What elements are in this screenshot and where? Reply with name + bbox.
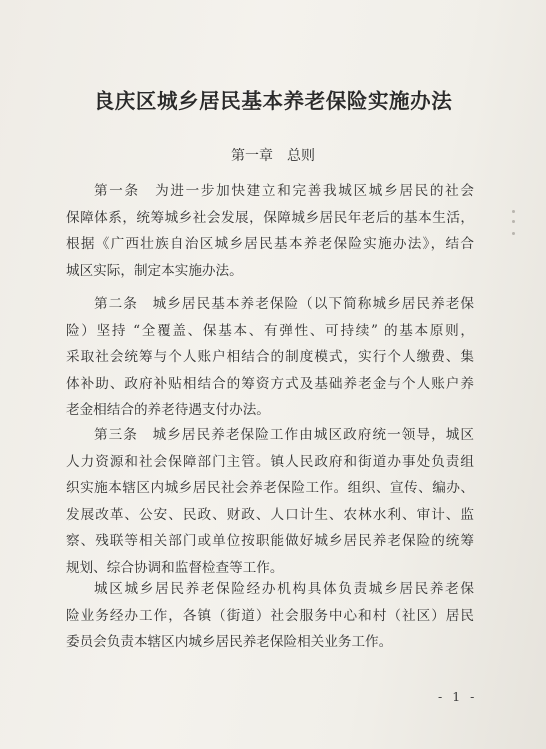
paragraph-line: 体补助、政府补贴相结合的筹资方式及基础养老金与个人账户养 bbox=[66, 375, 474, 392]
paragraph-line: 第二条 城乡居民基本养老保险（以下简称城乡居民养老保 bbox=[94, 296, 474, 312]
paragraph-line: 保障体系，统筹城乡社会发展，保障城乡居民年老后的基本生活， bbox=[66, 209, 474, 226]
paragraph-line: 委员会负责本辖区内城乡居民养老保险相关业务工作。 bbox=[66, 634, 393, 651]
article-1-paragraph bbox=[66, 178, 474, 284]
paragraph-line: 老金相结合的养老待遇支付办法。 bbox=[66, 402, 270, 419]
paragraph-line: 第一条 为进一步加快建立和完善我城区城乡居民的社会 bbox=[94, 183, 474, 199]
binding-hole bbox=[512, 232, 515, 235]
article-2-paragraph bbox=[66, 291, 474, 424]
paragraph-line: 险）坚持 “全覆盖、保基本、有弹性、可持续” 的基本原则， bbox=[66, 322, 474, 339]
article-3-paragraph bbox=[66, 422, 474, 582]
paragraph-line: 城区城乡居民养老保险经办机构具体负责城乡居民养老保 bbox=[94, 581, 474, 597]
paragraph-line: 根据《广西壮族自治区城乡居民基本养老保险实施办法》，结合 bbox=[66, 236, 474, 253]
binding-hole bbox=[512, 210, 515, 213]
paragraph-line: 人力资源和社会保障部门主管。镇人民政府和街道办事处负责组 bbox=[66, 453, 474, 470]
paragraph-line: 织实施本辖区内城乡居民社会养老保险工作。组织、宣传、编办、 bbox=[66, 480, 474, 497]
paragraph-line: 第三条 城乡居民养老保险工作由城区政府统一领导，城区 bbox=[94, 427, 474, 443]
binding-hole bbox=[512, 220, 515, 223]
paragraph-line: 险业务经办工作，各镇（街道）社会服务中心和村（社区）居民 bbox=[66, 607, 474, 624]
paragraph-line: 规划、综合协调和监督检查等工作。 bbox=[66, 559, 284, 576]
paragraph-line: 采取社会统筹与个人账户相结合的制度模式，实行个人缴费、集 bbox=[66, 349, 474, 366]
paragraph-line: 城区实际，制定本实施办法。 bbox=[66, 262, 243, 279]
document-title: 良庆区城乡居民基本养老保险实施办法 bbox=[93, 89, 453, 113]
paragraph-line: 察、残联等相关部门或单位按职能做好城乡居民养老保险的统筹 bbox=[66, 533, 474, 550]
page-number: - 1 - bbox=[438, 689, 478, 704]
paragraph-line: 发展改革、公安、民政、财政、人口计生、农林水利、审计、监 bbox=[66, 506, 474, 523]
chapter-heading: 第一章 总则 bbox=[231, 148, 315, 164]
article-3-continuation-paragraph bbox=[66, 576, 474, 656]
